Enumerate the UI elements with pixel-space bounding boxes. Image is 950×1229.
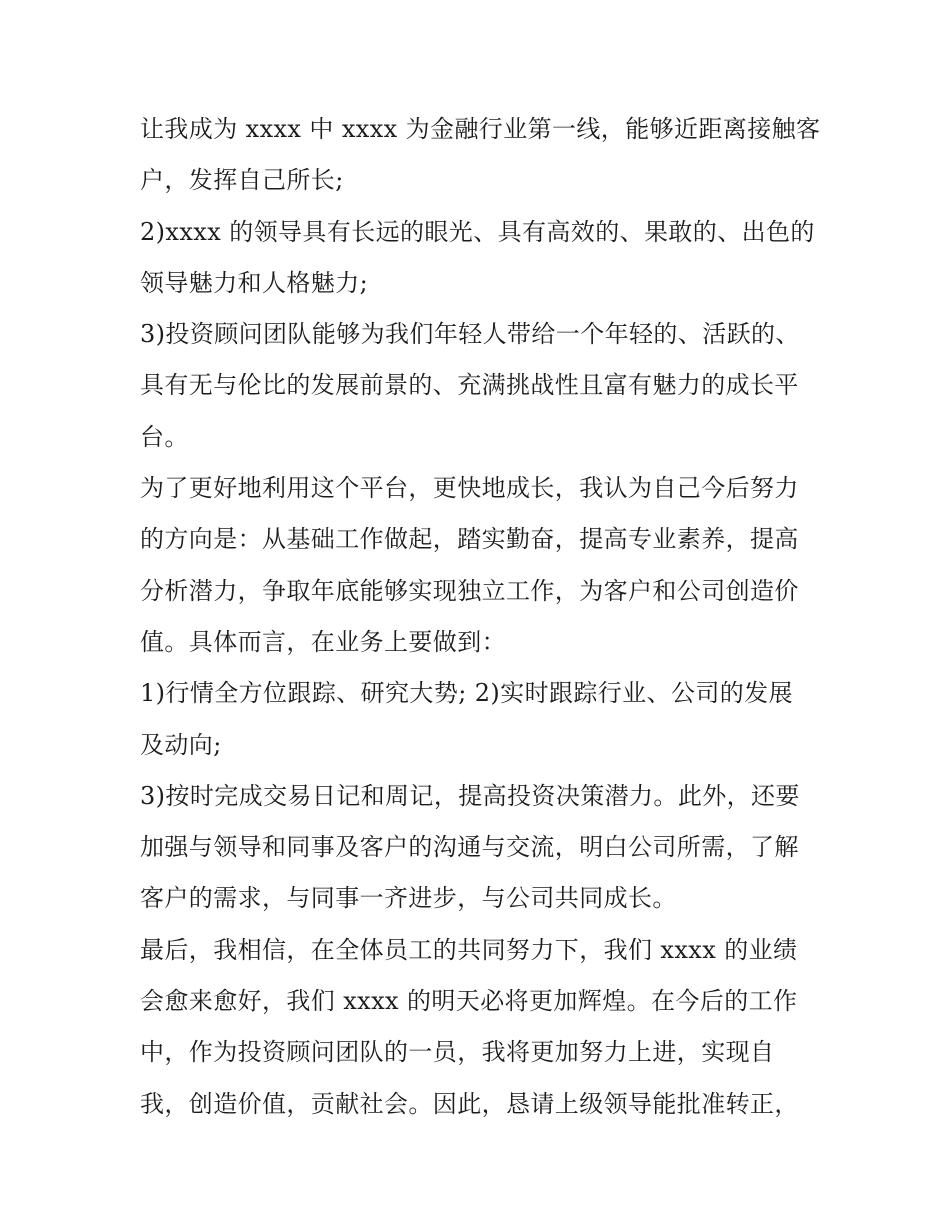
text-line: 为了更好地利用这个平台，更快地成长，我认为自己今后努力 <box>140 474 799 503</box>
text-line: 客户的需求，与同事一齐进步，与公司共同成长。 <box>140 884 677 913</box>
text-line: 领导魅力和人格魅力; <box>140 268 369 297</box>
document-body <box>140 104 820 1130</box>
text-line: 台。 <box>140 422 189 451</box>
text-line: 让我成为 xxxx 中 xxxx 为金融行业第一线，能够近距离接触客 <box>140 115 821 143</box>
text-line: 3)投资顾问团队能够为我们年轻人带给一个年轻的、活跃的、 <box>140 320 800 349</box>
text-line: 2)xxxx 的领导具有长远的眼光、具有高效的、果敢的、出色的 <box>140 217 815 246</box>
text-line: 加强与领导和同事及客户的沟通与交流，明白公司所需，了解 <box>140 833 799 862</box>
text-line: 具有无与伦比的发展前景的、充满挑战性且富有魅力的成长平 <box>140 371 799 400</box>
text-line: 中，作为投资顾问团队的一员，我将更加努力上进，实现自 <box>140 1038 775 1067</box>
text-line: 的方向是：从基础工作做起，踏实勤奋，提高专业素养，提高 <box>140 525 799 554</box>
text-line: 1)行情全方位跟踪、研究大势; 2)实时跟踪行业、公司的发展 <box>140 679 793 708</box>
text-line: 及动向; <box>140 730 222 759</box>
text-line: 3)按时完成交易日记和周记，提高投资决策潜力。此外，还要 <box>140 781 800 810</box>
text-line: 分析潜力，争取年底能够实现独立工作，为客户和公司创造价 <box>140 576 799 605</box>
text-line: 值。具体而言，在业务上要做到： <box>140 627 506 656</box>
text-line: 最后，我相信，在全体员工的共同努力下，我们 xxxx 的业绩 <box>140 935 798 964</box>
text-line: 会愈来愈好，我们 xxxx 的明天必将更加辉煌。在今后的工作 <box>140 987 798 1016</box>
text-line: 我，创造价值，贡献社会。因此，恳请上级领导能批准转正， <box>140 1089 799 1118</box>
text-line: 户，发挥自己所长; <box>140 166 344 195</box>
